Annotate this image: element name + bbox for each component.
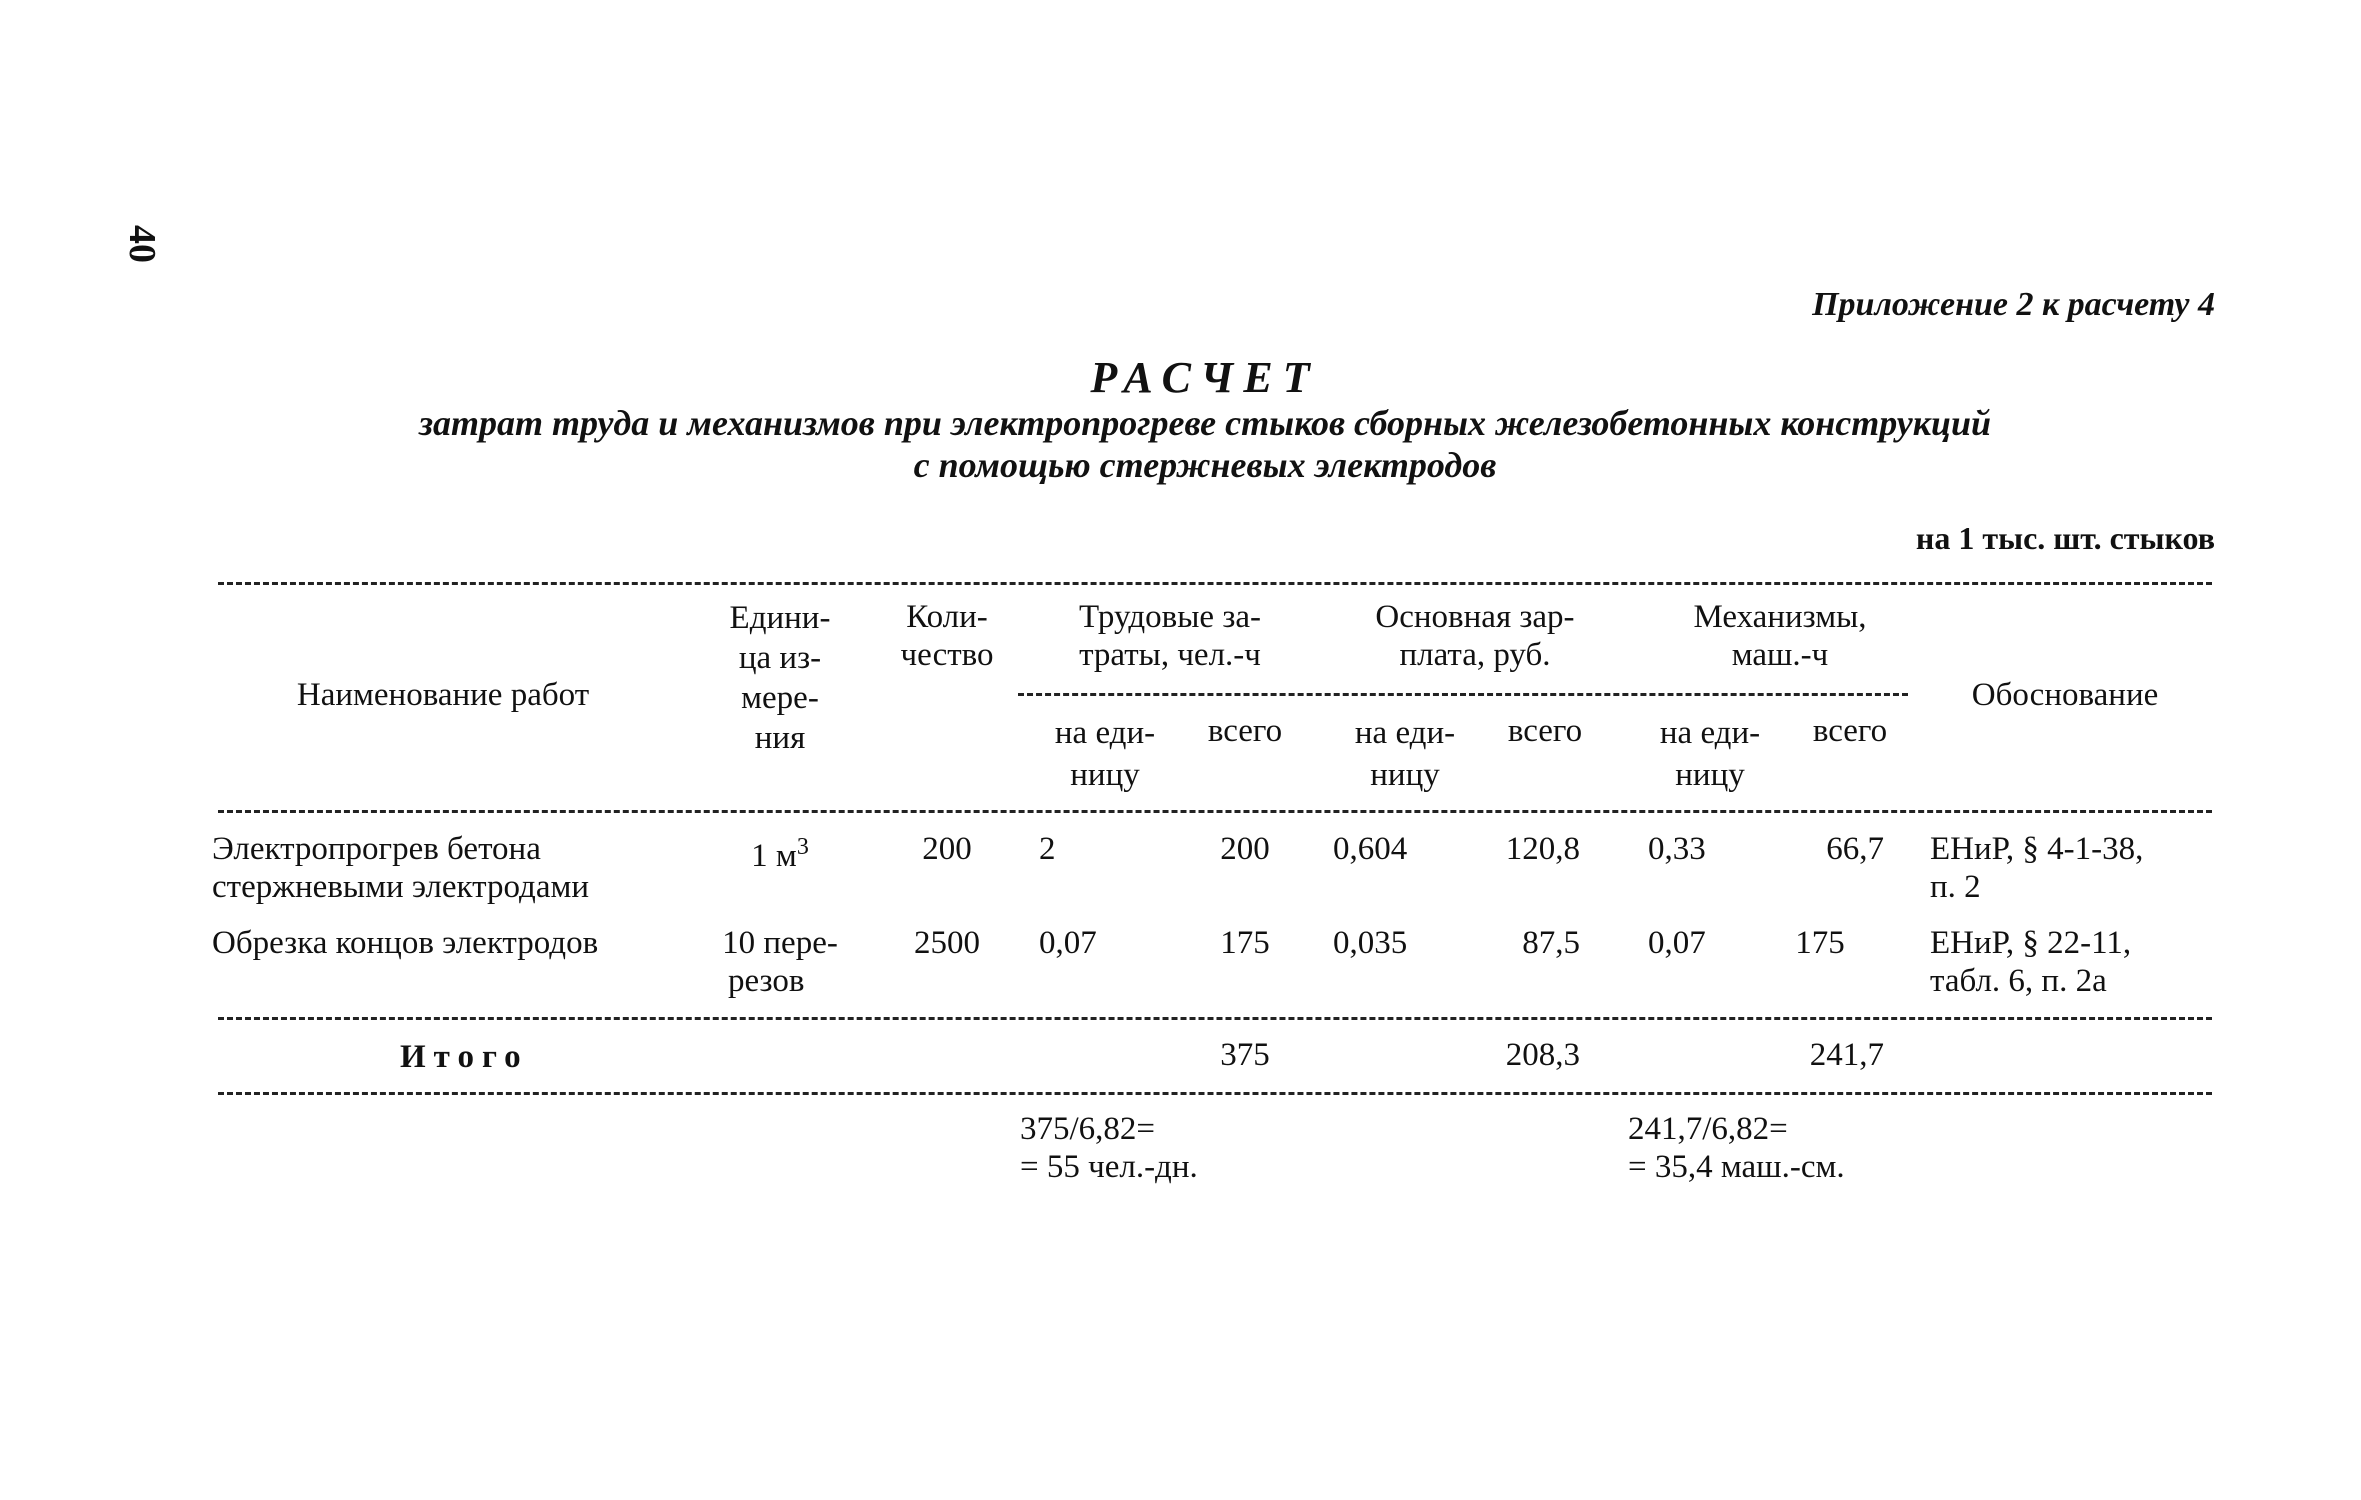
document-title: РАСЧЕТ [1090, 353, 1320, 402]
row-mech-per-unit: 0,07 [1648, 925, 1706, 961]
row-wage-total: 120,8 [1505, 831, 1580, 867]
page-number: 40 [121, 225, 163, 263]
header-basis: Обоснование [1971, 677, 2159, 713]
header-mechanisms: Механизмы, маш.-ч [1693, 599, 1867, 673]
row-mech-total: 175 [1795, 925, 1845, 961]
appendix-label: Приложение 2 к расчету 4 [1812, 286, 2215, 323]
row-wage-per-unit: 0,035 [1333, 925, 1408, 961]
row-mech-total: 66,7 [1826, 831, 1884, 867]
row-work-name: Обрезка концов электродов [212, 925, 599, 961]
table-top-rule [218, 582, 2212, 585]
footnote-labor: 375/6,82= = 55 чел.-дн. [1020, 1111, 1198, 1185]
total-wage: 208,3 [1505, 1037, 1580, 1073]
row-basis: ЕНиР, § 4-1-38, п. 2 [1930, 831, 2144, 905]
header-wage: Основная зар- плата, руб. [1375, 599, 1575, 673]
row-quantity: 2500 [914, 925, 980, 961]
footnote-mech: 241,7/6,82= = 35,4 маш.-см. [1628, 1111, 1845, 1185]
units-note: на 1 тыс. шт. стыков [1915, 520, 2215, 556]
header-sub-rule [1018, 693, 1908, 696]
subtitle-line-1: затрат труда и механизмов при электропрогреве стыков сборных железобетонных конструкций [418, 403, 1992, 443]
header-labor: Трудовые за- траты, чел.-ч [1079, 599, 1261, 673]
row-labor-per-unit: 0,07 [1039, 925, 1097, 961]
row-basis: ЕНиР, § 22-11, табл. 6, п. 2а [1930, 925, 2132, 999]
total-mech: 241,7 [1809, 1037, 1884, 1073]
row-mech-per-unit: 0,33 [1648, 831, 1706, 867]
document-subtitle [0, 402, 2361, 486]
row-wage-total: 87,5 [1522, 925, 1580, 961]
header-name: Наименование работ [296, 677, 590, 713]
header-mech-per-unit: на еди- ницу [1659, 715, 1761, 793]
header-labor-per-unit: на еди- ницу [1054, 715, 1156, 793]
row-labor-total: 175 [1220, 925, 1270, 961]
row-work-name: Электропрогрев бетона стержневыми электродами [212, 831, 590, 905]
row-quantity: 200 [922, 831, 972, 867]
row-labor-per-unit: 2 [1039, 831, 1056, 867]
header-bottom-rule [218, 810, 2212, 813]
total-bottom-rule [218, 1092, 2212, 1095]
row-wage-per-unit: 0,604 [1333, 831, 1408, 867]
row-unit: 1 $м^3$ [751, 834, 809, 874]
header-wage-per-unit: на еди- ницу [1354, 715, 1456, 793]
subtitle-line-2: с помощью стержневых электродов [913, 445, 1497, 485]
header-wage-total: всего [1507, 713, 1583, 749]
header-mech-total: всего [1812, 713, 1888, 749]
row-unit: 10 пере- резов [722, 925, 838, 999]
body-bottom-rule [218, 1017, 2212, 1020]
row-labor-total: 200 [1220, 831, 1270, 867]
header-labor-total: всего [1207, 713, 1283, 749]
total-label: Итого [400, 1039, 529, 1075]
header-unit: Едини- ца из- мере- ния [729, 600, 831, 756]
total-labor: 375 [1220, 1037, 1270, 1073]
header-quantity: Коли- чество [900, 599, 994, 673]
